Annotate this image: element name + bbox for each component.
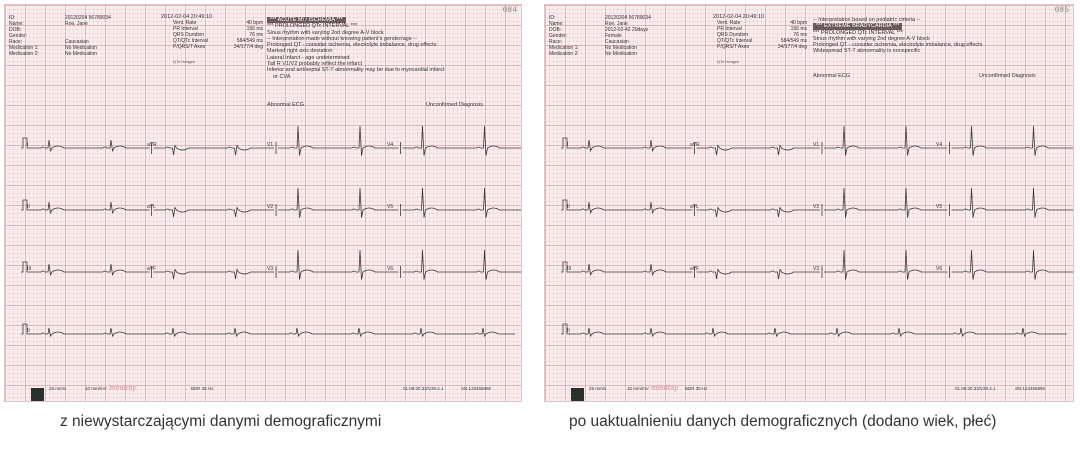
ecg-trace bbox=[569, 202, 693, 213]
measurement-row: Vent. Rate 40 bpm bbox=[717, 20, 807, 26]
lead-label: V3 bbox=[813, 266, 820, 272]
page-number: 084 bbox=[502, 6, 517, 15]
lead-label: II bbox=[567, 204, 570, 210]
demo-row: Gender: Female bbox=[549, 33, 622, 39]
demo-row: ID: 20120204 56789034 bbox=[9, 15, 111, 21]
qtc-method-note: QTc:Hodges bbox=[717, 59, 740, 64]
measurement-row: PR Interval 156 ms bbox=[173, 26, 263, 32]
demo-row: Medication 1: No Medication bbox=[549, 45, 637, 51]
interpretation-line: *** ACUTE MI / ISCHEMIA *** bbox=[267, 17, 497, 23]
ecg-trace bbox=[569, 328, 1067, 336]
ecg-trace bbox=[403, 250, 523, 280]
interpretation-line: or CVA bbox=[267, 73, 291, 80]
demo-row: DOB: bbox=[9, 27, 22, 33]
software-version: 01.09.00.33/V28.4.1 bbox=[403, 386, 444, 391]
ecg-trace bbox=[824, 250, 948, 280]
ecg-trace bbox=[697, 146, 821, 155]
lead-label: V4 bbox=[387, 142, 394, 148]
measurement-row: P/QRS/T Axes 34/177/4 deg bbox=[173, 44, 263, 50]
demo-row: Name: Roe, Jane bbox=[9, 21, 88, 27]
interpretation-line: Prolonged QT - consider ischemia, electrolyte imbalance, drug effects bbox=[267, 42, 437, 49]
ecg-trace bbox=[403, 126, 523, 156]
ecg-trace bbox=[29, 140, 150, 151]
lead-label: V5 bbox=[936, 204, 943, 210]
unconfirmed-diagnosis-label: Unconfirmed Diagnosis. bbox=[426, 102, 485, 108]
interpretation-line: Marked right axis deviation bbox=[267, 48, 333, 55]
demo-row: DOB: 2012-02-42 20days bbox=[549, 27, 649, 33]
ecg-printout-right bbox=[544, 4, 1074, 402]
measurement-row: QT/QTc Interval 584/549 ms bbox=[173, 38, 263, 44]
interpretation-line: Sinus rhythm with varying 2nd degree A-V block bbox=[267, 29, 384, 36]
measurement-row: QT/QTc Interval 584/549 ms bbox=[717, 38, 807, 44]
ecg-trace bbox=[697, 208, 821, 217]
measurement-row: PR Interval 156 ms bbox=[717, 26, 807, 32]
interpretation-line: Inferior and ant/septal ST-T abnormality may be due to myocardial infarct bbox=[267, 67, 445, 74]
demo-row: Medication 1: No Medication bbox=[9, 45, 97, 51]
caption-left: z niewystarczającymi danymi demograficznymi bbox=[60, 413, 382, 430]
ecg-traces bbox=[5, 5, 522, 402]
ecg-trace bbox=[952, 250, 1075, 280]
ecg-trace bbox=[403, 188, 523, 218]
ecg-traces bbox=[545, 5, 1074, 402]
ecg-trace bbox=[154, 270, 275, 279]
lead-label: V4 bbox=[936, 142, 943, 148]
unconfirmed-diagnosis-label: Unconfirmed Diagnosis bbox=[979, 73, 1036, 79]
lead-label: II bbox=[567, 328, 570, 334]
lead-label: V6 bbox=[936, 266, 943, 272]
ecg-trace bbox=[29, 202, 150, 213]
brand-logo: mindray bbox=[651, 385, 679, 392]
ecg-trace bbox=[824, 188, 948, 218]
abnormal-ecg-label: Abnormal ECG bbox=[813, 73, 850, 79]
ecg-trace bbox=[824, 126, 948, 156]
measurement-row: QRS Duration 76 ms bbox=[717, 32, 807, 38]
measurement-row: Vent. Rate 40 bpm bbox=[173, 20, 263, 26]
ecg-trace bbox=[278, 126, 399, 156]
interpretation-line: Prolonged QT - consider ischemia, electrolyte imbalance, drug effects bbox=[813, 42, 983, 49]
demo-row: ID: 20120204 56789034 bbox=[549, 15, 651, 21]
lead-label: V6 bbox=[387, 266, 394, 272]
lead-label: aVF bbox=[690, 266, 700, 272]
ecg-trace bbox=[952, 126, 1075, 156]
ecg-trace bbox=[569, 140, 693, 151]
interpretation-line: Lateral infarct - age undetermined bbox=[267, 54, 350, 61]
lead-label: V2 bbox=[813, 204, 820, 210]
ecg-trace bbox=[29, 328, 515, 336]
paper-speed: 25 mm/s bbox=[49, 386, 67, 391]
filter-setting: BDR 35 Hz bbox=[191, 386, 214, 391]
ecg-printout-left bbox=[4, 4, 522, 402]
lead-label: aVL bbox=[147, 204, 156, 210]
interpretation-line: -- Interpretation based on pediatric criteria -- bbox=[813, 17, 921, 23]
measurement-row: QRS Duration 76 ms bbox=[173, 32, 263, 38]
interpretation-line: -- Interpretation made without knowing patient's gender/age -- bbox=[267, 35, 417, 42]
lead-label: aVF bbox=[147, 266, 157, 272]
gain: 10 mm/mV bbox=[627, 386, 649, 391]
interpretation-line: Tall R V1/V2 probably reflect the infarct bbox=[267, 61, 363, 68]
ecg-trace bbox=[569, 264, 693, 275]
ecg-trace bbox=[29, 264, 150, 275]
gain: 10 mm/mV bbox=[85, 386, 107, 391]
software-version: 01.09.00.33/V28.4.1 bbox=[955, 386, 996, 391]
recording-datetime: 2012-02-04 20:49:10 bbox=[713, 14, 765, 20]
demo-row: Race: Caucasian bbox=[549, 39, 629, 45]
serial-number: SN:123456890 bbox=[461, 386, 492, 391]
recording-datetime: 2012-02-04 20:49:10 bbox=[161, 14, 213, 20]
lead-label: III bbox=[27, 266, 32, 272]
ecg-trace bbox=[697, 270, 821, 279]
lead-label: V1 bbox=[813, 142, 820, 148]
brand-logo: mindray bbox=[109, 385, 137, 392]
ecg-trace bbox=[278, 188, 399, 218]
interpretation-line: Widespread ST-T abnormality is nonspecific bbox=[813, 48, 921, 55]
lead-label: aVL bbox=[690, 204, 699, 210]
filter-setting: BDR 35 Hz bbox=[685, 386, 708, 391]
abnormal-ecg-label: Abnormal ECG bbox=[267, 102, 304, 108]
interpretation-line: *** PROLONGED QTc INTERVAL *** bbox=[267, 23, 358, 30]
ecg-trace bbox=[154, 146, 275, 155]
lead-label: II bbox=[27, 204, 30, 210]
ecg-trace bbox=[952, 188, 1075, 218]
demo-row: Gender: bbox=[9, 33, 28, 39]
lead-label: V1 bbox=[267, 142, 274, 148]
page-number: 085 bbox=[1054, 6, 1069, 15]
lead-label: aVR bbox=[690, 142, 700, 148]
ecg-trace bbox=[278, 250, 399, 280]
demo-row: Medication 2: No Medication bbox=[549, 51, 637, 57]
lead-label: aVR bbox=[147, 142, 157, 148]
demo-row: Race: Caucasian bbox=[9, 39, 89, 45]
paper-speed: 25 mm/s bbox=[589, 386, 607, 391]
ecg-trace bbox=[154, 208, 275, 217]
calibration-marker bbox=[31, 388, 44, 401]
qtc-method-note: QTc:Hodges bbox=[173, 59, 196, 64]
measurement-row: P/QRS/T Axes 34/177/4 deg bbox=[717, 44, 807, 50]
demo-row: Medication 2: No Medication bbox=[9, 51, 97, 57]
lead-label: II bbox=[27, 328, 30, 334]
lead-label: V5 bbox=[387, 204, 394, 210]
lead-label: I bbox=[27, 142, 29, 148]
lead-label: V3 bbox=[267, 266, 274, 272]
lead-label: I bbox=[567, 142, 569, 148]
lead-label: V2 bbox=[267, 204, 274, 210]
interpretation-line: *** EXTREME BRADYCARDIA *** bbox=[813, 23, 1043, 29]
calibration-marker bbox=[571, 388, 584, 401]
lead-label: III bbox=[567, 266, 572, 272]
interpretation-line: Sinus rhythm with varying 2nd degree A-V block bbox=[813, 35, 930, 42]
serial-number: SN:123456890 bbox=[1015, 386, 1046, 391]
interpretation-line: *** PROLONGED QTc INTERVAL *** bbox=[813, 29, 904, 36]
demo-row: Name: Roe, Jane bbox=[549, 21, 628, 27]
caption-right: po uaktualnieniu danych demograficznych (dodano wiek, płeć) bbox=[569, 413, 997, 430]
